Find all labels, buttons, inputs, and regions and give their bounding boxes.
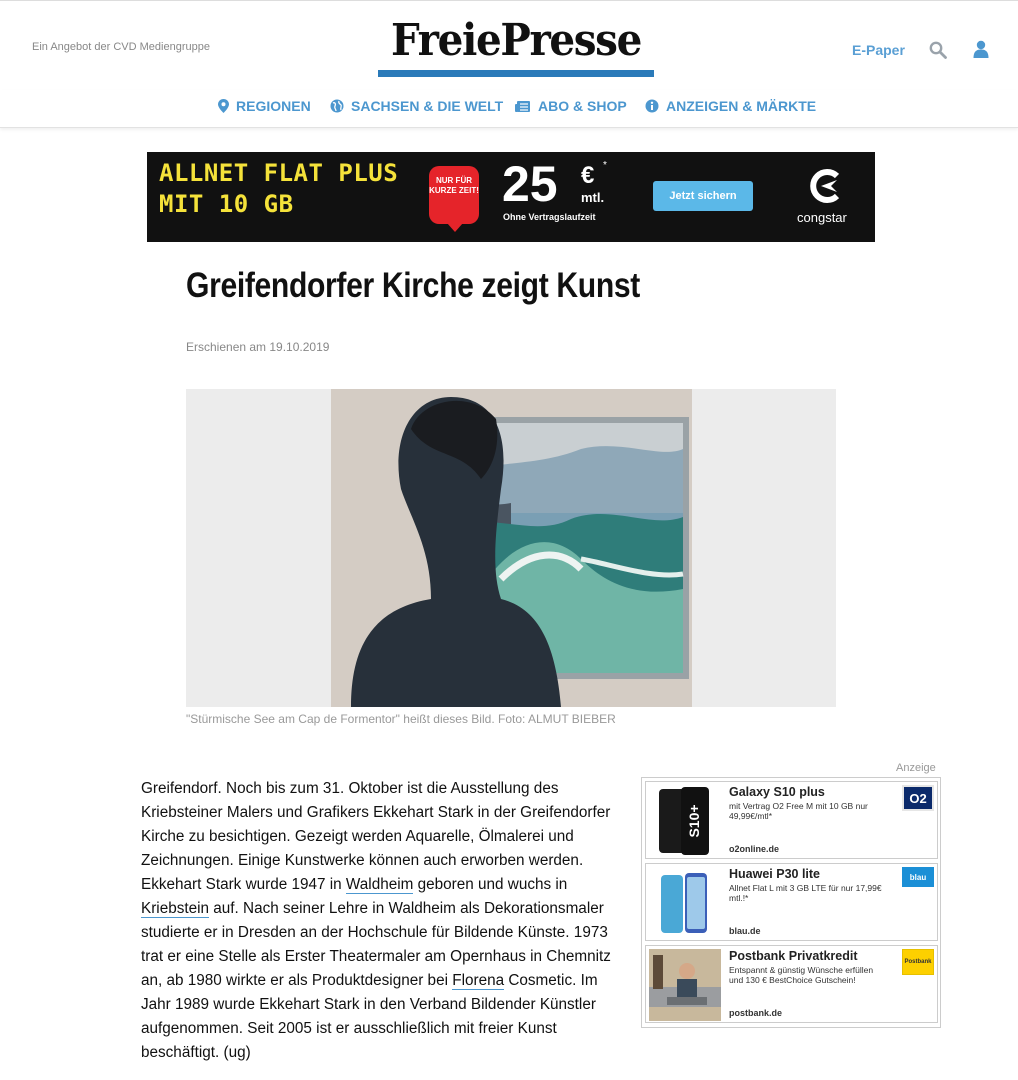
ad-domain: o2online.de bbox=[729, 844, 780, 854]
ad-item-galaxy[interactable] bbox=[645, 781, 938, 859]
postbank-logo: Postbank bbox=[902, 949, 934, 975]
nav-item-regionen[interactable] bbox=[218, 98, 311, 114]
phone-thumbnail bbox=[649, 867, 721, 939]
article-body bbox=[141, 777, 616, 1065]
nav-label: REGIONEN bbox=[236, 98, 311, 114]
site-header bbox=[0, 0, 1018, 90]
map-pin-icon bbox=[218, 99, 229, 113]
banner-currency: € bbox=[581, 162, 595, 189]
link-waldheim[interactable]: Waldheim bbox=[345, 876, 414, 893]
logo-underline bbox=[378, 70, 654, 77]
article-photo[interactable] bbox=[331, 389, 692, 707]
nav-label: SACHSEN & DIE WELT bbox=[351, 98, 504, 114]
info-icon bbox=[645, 99, 659, 113]
ad-domain: blau.de bbox=[729, 926, 761, 936]
nav-label: ANZEIGEN & MÄRKTE bbox=[666, 98, 817, 114]
group-tagline: Ein Angebot der CVD Mediengruppe bbox=[32, 41, 210, 53]
ad-description: Entspannt & günstig Wünsche erfüllen und 130 € BestChoice Gutschein! bbox=[729, 965, 874, 985]
article-date: Erschienen am 19.10.2019 bbox=[186, 340, 330, 354]
image-caption: "Stürmische See am Cap de Formentor" heißt dieses Bild. Foto: ALMUT BIEBER bbox=[186, 712, 616, 726]
phone-thumbnail bbox=[649, 785, 721, 857]
banner-line-2: MIT 10 GB bbox=[159, 190, 294, 218]
link-florena[interactable]: Florena bbox=[452, 972, 505, 989]
banner-line-1: ALLNET FLAT PLUS bbox=[159, 159, 399, 187]
nav-item-sachsen-welt[interactable] bbox=[330, 98, 503, 114]
ad-description: mit Vertrag O2 Free M mit 10 GB nur 49,99€/mtl* bbox=[729, 801, 868, 821]
article-title: Greifendorfer Kirche zeigt Kunst bbox=[186, 266, 640, 305]
site-logo[interactable] bbox=[378, 15, 654, 77]
congstar-banner-ad[interactable] bbox=[147, 152, 875, 242]
banner-subline: Ohne Vertragslaufzeit bbox=[503, 212, 596, 222]
ad-label: Anzeige bbox=[896, 762, 936, 774]
body-text-segment: Greifendorf. Noch bis zum 31. Oktober ist die Ausstellung des Kriebsteiner Malers und Grafikers Ekkehart Stark in der Greifendorfer Kirche zu besichtigen. Gezeigt werden Aquarelle, Ölmalerei und Zeichnungen. Einige Kunstwerke können auch erworben werden. Ekkehart Stark wurde 1947 in bbox=[141, 780, 611, 893]
main-navigation bbox=[0, 90, 1018, 128]
ad-title: Huawei P30 lite bbox=[729, 867, 821, 881]
banner-per-month: mtl. bbox=[581, 190, 605, 205]
logo-text: FreiePresse bbox=[391, 15, 641, 66]
ad-item-postbank[interactable] bbox=[645, 945, 938, 1023]
blau-logo: blau bbox=[902, 867, 934, 887]
ad-title: Postbank Privatkredit bbox=[729, 949, 858, 963]
article-image-frame bbox=[186, 389, 836, 707]
person-thumbnail bbox=[649, 949, 721, 1021]
search-icon[interactable] bbox=[929, 41, 947, 59]
banner-price: 25 bbox=[502, 156, 558, 212]
ad-item-huawei[interactable] bbox=[645, 863, 938, 941]
banner-asterisk: * bbox=[603, 160, 607, 171]
nav-item-anzeigen-maerkte[interactable] bbox=[645, 98, 816, 114]
body-text-segment: auf. Nach seiner Lehre in Waldheim als Dekorationsmaler studierte er in Dresden an der Hochschule für Bildende Künste. 1973 trat er eine Stelle als Erster Theatermaler am Opernhaus in Chemnitz an, ab 1980 wirkte er als Produktdesigner bei bbox=[141, 900, 611, 989]
user-icon[interactable] bbox=[973, 40, 989, 58]
nav-item-abo-shop[interactable] bbox=[515, 98, 627, 114]
banner-badge: NUR FÜR KURZE ZEIT! bbox=[429, 166, 479, 224]
banner-headline bbox=[159, 158, 398, 220]
body-text-segment: geboren und wuchs in bbox=[413, 876, 568, 893]
photo-illustration bbox=[331, 389, 692, 707]
congstar-logo-icon bbox=[807, 168, 843, 204]
nav-label: ABO & SHOP bbox=[538, 98, 627, 114]
ad-domain: postbank.de bbox=[729, 1008, 783, 1018]
globe-icon bbox=[330, 99, 344, 113]
sponsored-ads-box bbox=[641, 777, 941, 1028]
banner-cta-button[interactable]: Jetzt sichern bbox=[653, 181, 753, 211]
banner-brand: congstar bbox=[797, 210, 847, 225]
epaper-link[interactable]: E-Paper bbox=[852, 42, 905, 58]
ad-description: Allnet Flat L mit 3 GB LTE für nur 17,99€ mtl.!* bbox=[729, 883, 882, 903]
newspaper-icon bbox=[515, 100, 531, 113]
body-text-segment: Cosmetic. Im Jahr 1989 wurde Ekkehart Stark in den Verband Bildender Künstler aufgenommen. Seit 2005 ist er ausschließlich mit freier Kunst beschäftigt. (ug) bbox=[141, 972, 598, 1061]
link-kriebstein[interactable]: Kriebstein bbox=[141, 900, 210, 917]
svg-text:S10+: S10+ bbox=[686, 804, 702, 838]
ad-title: Galaxy S10 plus bbox=[729, 785, 825, 799]
o2-logo: O2 bbox=[902, 785, 934, 811]
